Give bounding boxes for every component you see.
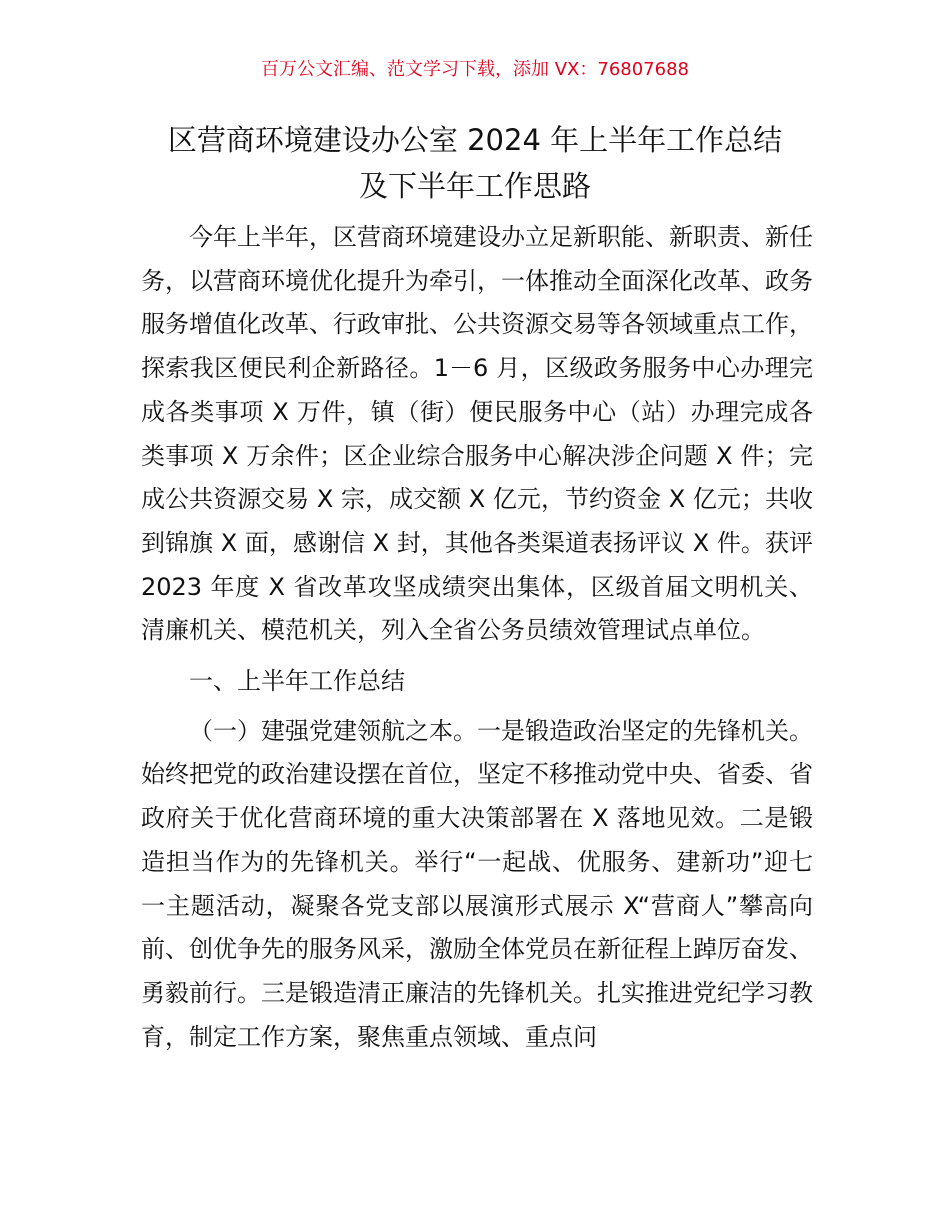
section-heading: 一、上半年工作总结 xyxy=(189,667,405,696)
document-body xyxy=(141,216,813,1059)
document-title xyxy=(100,117,850,209)
body-paragraph: （一）建强党建领航之本。一是锻造政治坚定的先锋机关。始终把党的政治建设摆在首位，坚定不移推动党中央、省委、省政府关于优化营商环境的重大决策部署在 X 落地见效。二是锻造担当作为的先锋机关。举行“一起战、优服务、建新功”迎七一主题活动，凝聚各党支部以展演形式展示 X“营商人”攀高向前、创优争先的服务风采，激励全体党员在新征程上踔厉奋发、勇毅前行。三是锻造清正廉洁的先锋机关。扎实推进党纪学习教育，制定工作方案，聚焦重点领域、重点问 xyxy=(141,716,813,1051)
intro-paragraph: 今年上半年，区营商环境建设办立足新职能、新职责、新任务，以营商环境优化提升为牵引，一体推动全面深化改革、政务服务增值化改革、行政审批、公共资源交易等各领域重点工作，探索我区便民利企新路径。1－6 月，区级政务服务中心办理完成各类事项 X 万件，镇（街）便民服务中心（站）办理完成各类事项 X 万余件；区企业综合服务中心解决涉企问题 X 件；完成公共资源交易 X 宗，成交额 X 亿元，节约资金 X 亿元；共收到锦旗 X 面，感谢信 X 封，其他各类渠道表扬评议 X 件。获评 2023 年度 X 省改革攻坚成绩突出集体，区级首届文明机关、清廉机关、模范机关，列入全省公务员绩效管理试点单位。 xyxy=(141,223,813,645)
watermark-header: 百万公文汇编、范文学习下载，添加 VX：76807688 xyxy=(261,59,689,80)
title-line-1: 区营商环境建设办公室 2024 年上半年工作总结 xyxy=(167,123,783,157)
title-line-2: 及下半年工作思路 xyxy=(358,169,591,203)
